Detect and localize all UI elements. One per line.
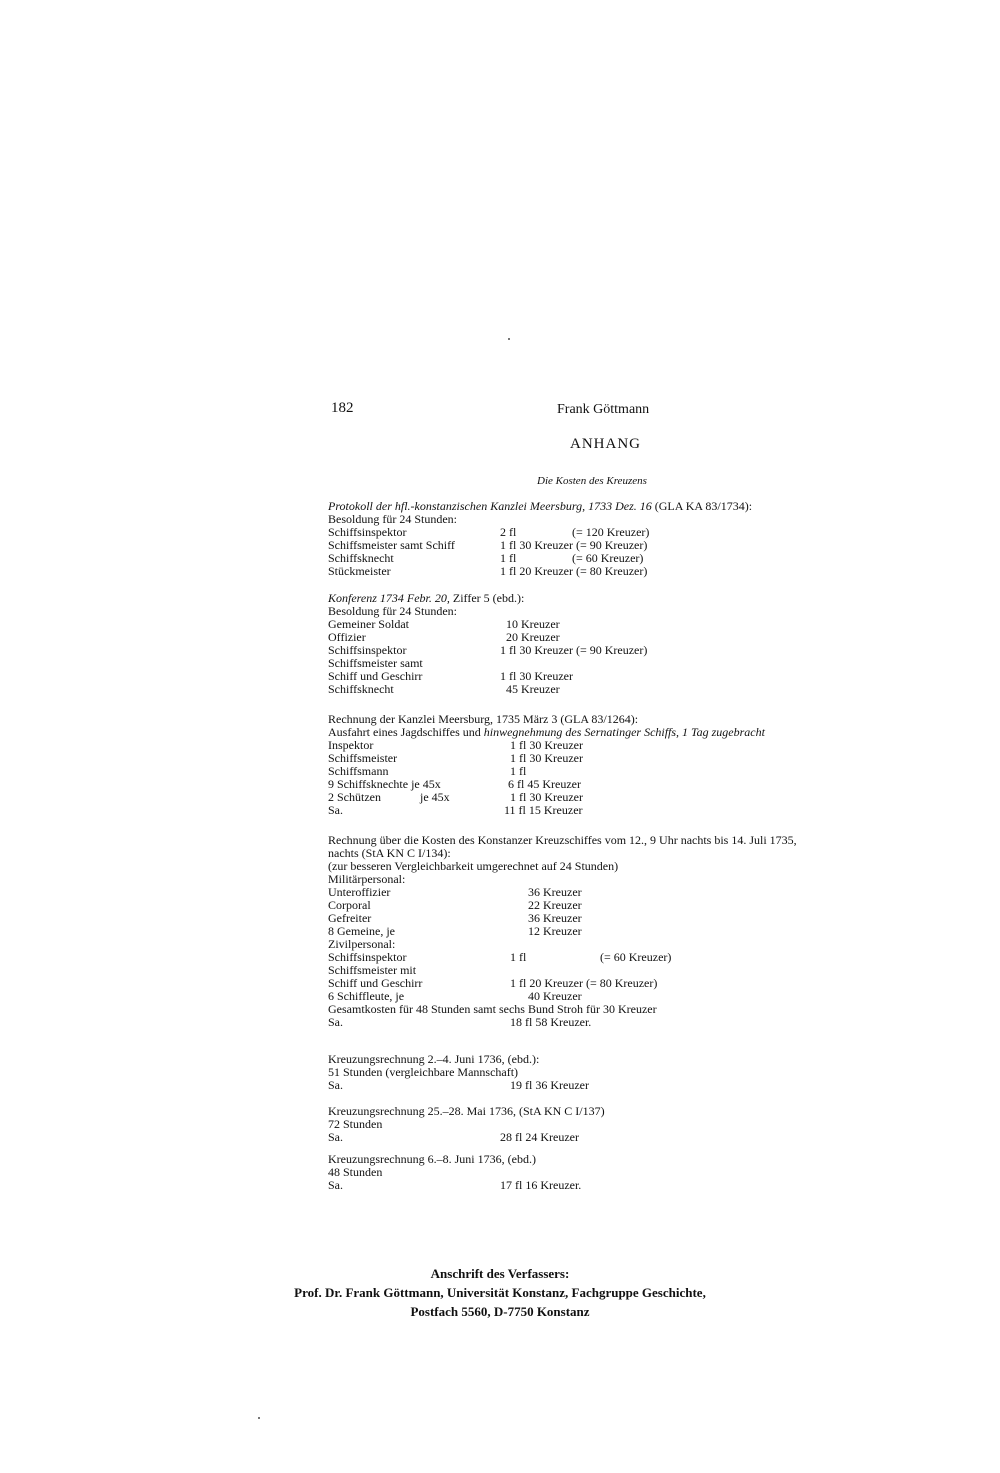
cost-line: [328, 683, 928, 696]
cost-label: Schiffsmeister: [328, 751, 398, 765]
cost-line: [328, 605, 928, 618]
cost-label: Sa.: [328, 1178, 343, 1192]
cost-label: Offizier: [328, 630, 366, 644]
running-head-author: Frank Göttmann: [557, 402, 650, 417]
cost-value: 1 fl: [500, 551, 517, 565]
scan-speck: [508, 338, 510, 340]
cost-value: 1 fl: [510, 764, 527, 778]
cost-label: Zivilpersonal:: [328, 937, 396, 951]
cost-label: Schiffsknecht: [328, 682, 394, 696]
cost-section: [328, 1105, 928, 1144]
cost-label: Sa.: [328, 1078, 343, 1092]
address-line-1: Prof. Dr. Frank Göttmann, Universität Konstanz, Fachgruppe Geschichte,: [294, 1285, 706, 1300]
cost-line: [328, 925, 928, 938]
cost-section: [328, 1053, 928, 1092]
cost-label-italic: hinwegnehmung des Sernatinger Schiffs, 1 Tag zugebracht: [480, 725, 765, 739]
cost-value: 17 fl 16 Kreuzer.: [500, 1178, 582, 1192]
cost-value: 1 fl 30 Kreuzer: [510, 790, 583, 804]
cost-value: 19 fl 36 Kreuzer: [510, 1078, 589, 1092]
cost-label: Gemeiner Soldat: [328, 617, 409, 631]
cost-label: Schiff und Geschirr: [328, 669, 423, 683]
page-number: 182: [331, 400, 354, 416]
cost-label: 51 Stunden (vergleichbare Mannschaft): [328, 1065, 519, 1079]
cost-line: [328, 951, 928, 964]
cost-value: 1 fl 30 Kreuzer (= 90 Kreuzer): [500, 538, 648, 552]
cost-section: [328, 500, 928, 578]
source-reference: (GLA KA 83/1734):: [651, 499, 753, 513]
cost-label: Ausfahrt eines Jagdschiffes und hinwegnehmung des Sernatinger Schiffs, 1 Tag zugebracht: [328, 725, 765, 739]
cost-label: (zur besseren Vergleichbarkeit umgerechnet auf 24 Stunden): [328, 859, 619, 873]
address-line-2: Postfach 5560, D-7750 Konstanz: [410, 1304, 590, 1319]
cost-label: 8 Gemeine, je: [328, 924, 395, 938]
cost-label: Sa.: [328, 803, 343, 817]
cost-line: [328, 791, 928, 804]
cost-line: [328, 1016, 928, 1029]
section-title: ANHANG: [570, 436, 641, 452]
cost-value: 2 fl: [500, 525, 517, 539]
cost-label: Corporal: [328, 898, 371, 912]
cost-label: Stückmeister: [328, 564, 391, 578]
cost-label: Schiffsinspektor: [328, 525, 407, 539]
cost-line: [328, 977, 928, 990]
cost-section: [328, 592, 928, 696]
cost-value: je 45x: [420, 790, 450, 804]
source-title: Protokoll der hfl.-konstanzischen Kanzlei Meersburg, 1733 Dez. 16: [328, 499, 652, 513]
cost-value: 11 fl 15 Kreuzer: [504, 803, 583, 817]
cost-line: [328, 778, 928, 791]
cost-line: [328, 739, 928, 752]
cost-value: 12 Kreuzer: [528, 924, 582, 938]
section-source-line: Kreuzungsrechnung 2.–4. Juni 1736, (ebd.):: [328, 1052, 540, 1066]
cost-value: 36 Kreuzer: [528, 885, 582, 899]
cost-value: 28 fl 24 Kreuzer: [500, 1130, 579, 1144]
cost-label: Sa.: [328, 1130, 343, 1144]
appendix-subtitle: Die Kosten des Kreuzens: [537, 475, 647, 487]
cost-label: Schiffsinspektor: [328, 950, 407, 964]
cost-section: [328, 713, 928, 817]
cost-value: 1 fl 30 Kreuzer: [510, 751, 583, 765]
cost-line: [328, 912, 928, 925]
cost-value: (= 60 Kreuzer): [600, 950, 672, 964]
cost-value: 36 Kreuzer: [528, 911, 582, 925]
cost-line: [328, 899, 928, 912]
section-source-line: Kreuzungsrechnung 25.–28. Mai 1736, (StA KN C I/137): [328, 1104, 605, 1118]
cost-line: [328, 1166, 928, 1179]
cost-label: Schiffsmeister samt Schiff: [328, 538, 455, 552]
cost-value: 40 Kreuzer: [528, 989, 582, 1003]
cost-section: [328, 834, 928, 1029]
cost-section: [328, 1153, 928, 1192]
cost-label: 48 Stunden: [328, 1165, 383, 1179]
section-source-line: Kreuzungsrechnung 6.–8. Juni 1736, (ebd.): [328, 1152, 536, 1166]
cost-label: Schiffsinspektor: [328, 643, 407, 657]
cost-value: 22 Kreuzer: [528, 898, 582, 912]
cost-label: Besoldung für 24 Stunden:: [328, 512, 457, 526]
cost-value: 6 fl 45 Kreuzer: [508, 777, 581, 791]
cost-label: 72 Stunden: [328, 1117, 383, 1131]
cost-line: [328, 618, 928, 631]
cost-label: Schiffsmeister mit: [328, 963, 417, 977]
cost-line: [328, 1131, 928, 1144]
address-heading: Anschrift des Verfassers:: [430, 1266, 570, 1281]
cost-value: 1 fl 20 Kreuzer (= 80 Kreuzer): [500, 564, 648, 578]
cost-label: Sa.: [328, 1015, 343, 1029]
cost-line: [328, 886, 928, 899]
scan-speck: [258, 1417, 260, 1419]
cost-value: 20 Kreuzer: [506, 630, 560, 644]
cost-line: [328, 860, 928, 873]
section-source-line: Rechnung der Kanzlei Meersburg, 1735 März 3 (GLA 83/1264):: [328, 712, 639, 726]
cost-value: (= 120 Kreuzer): [572, 525, 650, 539]
cost-value: 1 fl 30 Kreuzer: [500, 669, 573, 683]
cost-line: [328, 1118, 928, 1131]
cost-label: 9 Schiffsknechte je 45x: [328, 777, 441, 791]
cost-line: [328, 752, 928, 765]
cost-line: [328, 873, 928, 886]
cost-value: 10 Kreuzer: [506, 617, 560, 631]
cost-line: [328, 670, 928, 683]
cost-label: nachts (StA KN C I/134):: [328, 846, 451, 860]
cost-label: 6 Schiffleute, je: [328, 989, 405, 1003]
cost-label: Unteroffizier: [328, 885, 391, 899]
cost-label: Schiffsknecht: [328, 551, 394, 565]
cost-value: 1 fl 20 Kreuzer (= 80 Kreuzer): [510, 976, 658, 990]
source-reference: Ziffer 5 (ebd.):: [449, 591, 525, 605]
cost-label: Gesamtkosten für 48 Stunden samt sechs Bund Stroh für 30 Kreuzer: [328, 1002, 657, 1016]
source-title: Konferenz 1734 Febr. 20,: [328, 591, 450, 605]
cost-value: 1 fl: [510, 950, 527, 964]
cost-label: Besoldung für 24 Stunden:: [328, 604, 457, 618]
cost-label: Gefreiter: [328, 911, 372, 925]
cost-line: [328, 1179, 928, 1192]
cost-line: [328, 726, 928, 739]
cost-label: 2 Schützen: [328, 790, 381, 804]
cost-label: Schiffsmann: [328, 764, 389, 778]
cost-value: 18 fl 58 Kreuzer.: [510, 1015, 592, 1029]
cost-value: (= 60 Kreuzer): [572, 551, 644, 565]
section-source-line: Rechnung über die Kosten des Konstanzer Kreuzschiffes vom 12., 9 Uhr nachts bis 14. Juli 1735,: [328, 833, 797, 847]
cost-value: 1 fl 30 Kreuzer: [510, 738, 583, 752]
cost-value: 45 Kreuzer: [506, 682, 560, 696]
cost-line: [328, 1079, 928, 1092]
cost-line: [328, 1003, 928, 1016]
cost-label: Inspektor: [328, 738, 374, 752]
cost-line: [328, 1066, 928, 1079]
cost-label: Militärpersonal:: [328, 872, 406, 886]
cost-label: Schiffsmeister samt: [328, 656, 423, 670]
cost-line: [328, 565, 928, 578]
cost-line: [328, 804, 928, 817]
cost-label: Schiff und Geschirr: [328, 976, 423, 990]
cost-value: 1 fl 30 Kreuzer (= 90 Kreuzer): [500, 643, 648, 657]
